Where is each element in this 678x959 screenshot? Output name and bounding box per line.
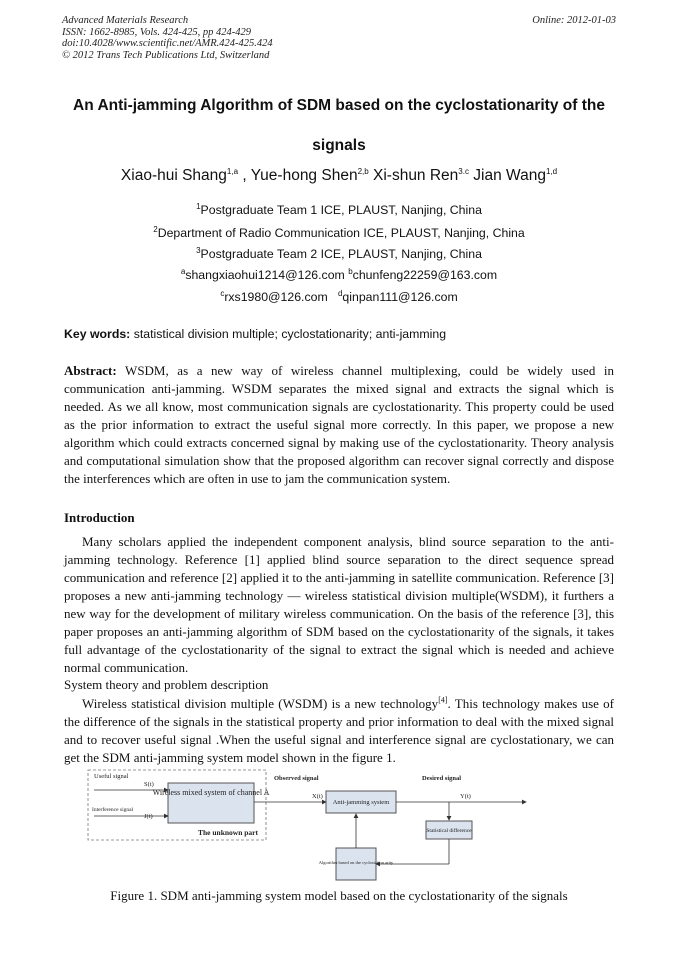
affiliation-text: Postgraduate Team 2 ICE, PLAUST, Nanjing, China (200, 247, 482, 261)
y-t-label: Y(t) (460, 793, 471, 800)
mixed-system-label (153, 788, 270, 797)
algorithm-label: Algorithm based on the cyclostation arity (318, 860, 394, 865)
author-sep: , (238, 167, 251, 184)
author-list (40, 167, 638, 185)
email-address: rxs1980@126.com (224, 290, 328, 304)
affiliation-sup: 1 (196, 201, 201, 211)
affiliation (40, 247, 638, 261)
abstract-text: WSDM, as a new way of wireless channel multiplexing, could be widely used in communication anti-jamming. WSDM separates the mixed signal and extracts the signal which is needed. As we all know, most communication signals are cyclostationarity. This property could be used as the prior information to extract the useful signal more correctly. In this paper, we propose a new algorithm which could extracts concerned signal by making use of the cyclostationarity. Theory analysis and computational simulation show that the proposed algorithm can recover signal correctly and dispose the interferences which are often in use to jam the communication system. (64, 363, 614, 486)
keywords (64, 327, 620, 341)
statistical-difference-label: Statistical difference (426, 828, 472, 834)
keywords-text: statistical division multiple; cyclostationarity; anti-jamming (133, 327, 447, 341)
author-sup: 3.c (458, 166, 469, 176)
title-line-2: signals (312, 137, 366, 154)
author-sup: 1,d (545, 166, 558, 176)
figure-caption: Figure 1. SDM anti-jamming system model based on the cyclostationarity of the signals (110, 888, 568, 903)
author-sup: 2,b (357, 166, 369, 176)
email-address: qinpan111@126.com (342, 290, 458, 304)
journal-header (62, 15, 616, 61)
useful-signal-label: Useful signal (94, 773, 129, 780)
anti-jamming-label: Anti-jamming system (332, 799, 390, 806)
online-date: Online: 2012-01-03 (532, 15, 616, 26)
email-sup: d (337, 288, 343, 298)
keywords-label: Key words: (64, 327, 131, 341)
doi-line: doi:10.4028/www.scientific.net/AMR.424-425.424 (62, 38, 273, 49)
intro-paragraph: Many scholars applied the independent component analysis, blind source separation to the anti-jamming technology. Reference [1] applied blind source separation to the direct sequence spread communication and reference [2] applied it to the anti-jamming in satellite communication. Reference [3] proposes a new anti-jamming technology — wireless statistical division multiple(WSDM), it furthers a new way for the development of military wireless communication. On the basis of the reference [3], this paper proposes an anti-jamming algorithm of SDM based on the cyclostationarity of the signals, it takes full advantage of the cyclostationarity of the signal to extract the signal which is needed and achieve normal communication. (64, 534, 614, 675)
email-line-2 (40, 290, 638, 304)
email-address: shangxiaohui1214@126.com (185, 268, 345, 282)
x-t-label: X(t) (312, 793, 323, 800)
interference-signal-label: Interference signal (92, 807, 134, 813)
s-t-label: S(t) (144, 781, 154, 788)
citation-ref: [4] (438, 695, 448, 705)
affiliation (40, 203, 638, 217)
copyright-line: © 2012 Trans Tech Publications Ltd, Switzerland (62, 49, 270, 61)
author-sup: 1,a (226, 166, 239, 176)
author-name: Xi-shun Ren (373, 167, 459, 184)
affiliation-sup: 3 (196, 245, 201, 255)
email-line-1 (40, 268, 638, 282)
author-name: Xiao-hui Shang (120, 167, 227, 184)
system-text-a: Wireless statistical division multiple (WSDM) is a new technology (82, 696, 439, 711)
paper-title (40, 86, 638, 166)
title-line-1: An Anti-jamming Algorithm of SDM based on the cyclostationarity of the (73, 97, 605, 114)
system-paragraph (64, 695, 614, 767)
observed-signal-label: Observed signal (274, 775, 319, 782)
author-name: Jian Wang (473, 167, 546, 184)
issn-line: ISSN: 1662-8985, Vols. 424-425, pp 424-429 (62, 26, 251, 38)
email-sup: a (180, 266, 186, 276)
system-text-b: . This technology makes use of the difference of the signals in the statistical property and prior information to deal with the mixed signal and to recover useful signal .When the useful signal and interference signal are cyclostationary, we can get the SDM anti-jamming system model shown in the figure 1. (64, 696, 614, 765)
section-heading-introduction: Introduction (64, 510, 135, 525)
affiliation-sup: 2 (153, 224, 158, 234)
author-name: Yue-hong Shen (250, 167, 358, 184)
abstract (64, 362, 614, 488)
system-model-diagram (86, 766, 592, 882)
email-sup: b (348, 266, 353, 276)
email-sup: c (220, 288, 225, 298)
journal-name: Advanced Materials Research (62, 15, 189, 26)
mixed-system-text: Wireless mixed system of channel A (152, 788, 270, 797)
abstract-label: Abstract: (64, 363, 117, 378)
email-address: chunfeng22259@163.com (352, 268, 498, 282)
affiliation-text: Department of Radio Communication ICE, PLAUST, Nanjing, China (157, 226, 525, 240)
desired-signal-label: Desired signal (422, 775, 462, 782)
unknown-part-label: The unknown part (197, 828, 259, 837)
j-t-label: J(t) (144, 813, 153, 820)
affiliation-text: Postgraduate Team 1 ICE, PLAUST, Nanjing, China (200, 203, 482, 217)
affiliation (40, 226, 638, 240)
section-heading-system: System theory and problem description (64, 677, 269, 692)
